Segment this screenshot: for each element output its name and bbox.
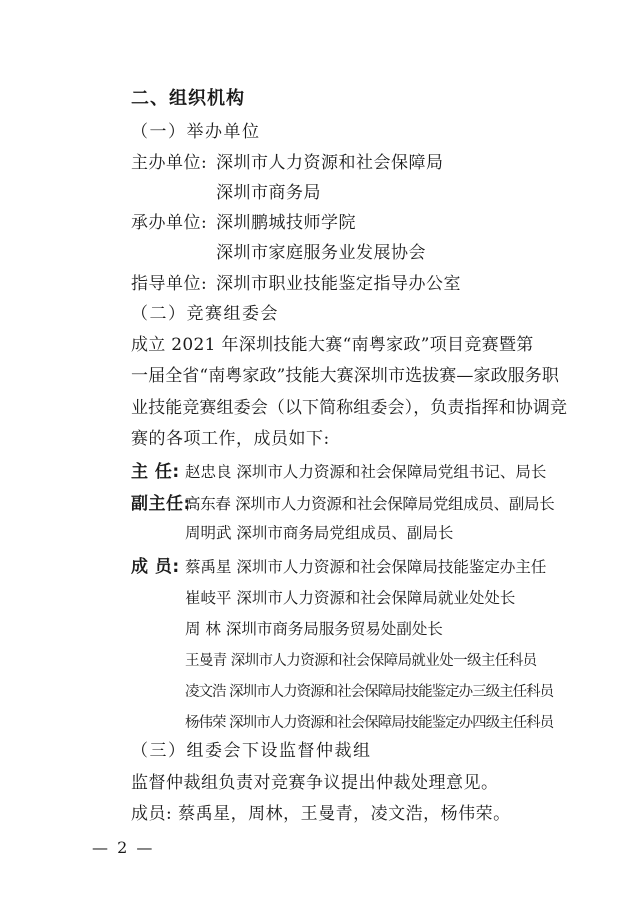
director-label: 主 任: <box>131 462 180 482</box>
guide-unit-1: 深圳市职业技能鉴定指导办公室 <box>216 274 461 294</box>
committee-paragraph-line-4: 赛的各项工作，成员如下: <box>131 429 330 449</box>
deputy-entry-2: 周明武 深圳市商务局党组成员、副局长 <box>185 524 454 542</box>
organizer-label: 承办单位: <box>131 213 208 233</box>
deputy-entry-1: 高东春 深圳市人力资源和社会保障局党组成员、副局长 <box>185 495 555 513</box>
subsection-title-committee: （二）竞赛组委会 <box>131 304 279 324</box>
committee-paragraph-line-2: 一届全省“南粤家政”技能大赛深圳市选拔赛—家政服务职 <box>131 366 559 386</box>
members-label: 成 员: <box>131 557 180 577</box>
host-unit-2: 深圳市商务局 <box>216 183 321 203</box>
member-entry-6: 杨伟荣 深圳市人力资源和社会保障局技能鉴定办四级主任科员 <box>185 715 554 731</box>
member-entry-5: 凌文浩 深圳市人力资源和社会保障局技能鉴定办三级主任科员 <box>185 684 554 700</box>
committee-paragraph-line-1: 成立 2021 年深圳技能大赛“南粤家政”项目竞赛暨第 <box>131 335 534 355</box>
page-number: — 2 — <box>92 838 155 857</box>
arbitration-line-2: 成员: 蔡禹星，周林，王曼青，凌文浩，杨伟荣。 <box>131 804 511 824</box>
organizer-unit-1: 深圳鹏城技师学院 <box>216 213 356 233</box>
subsection-title-organizers: （一）举办单位 <box>131 122 261 142</box>
deputy-label: 副主任: <box>131 494 191 514</box>
member-entry-4: 王曼青 深圳市人力资源和社会保障局就业处一级主任科员 <box>185 653 537 669</box>
member-entry-3: 周 林 深圳市商务局服务贸易处副处长 <box>185 620 443 638</box>
section-title: 二、组织机构 <box>131 88 245 109</box>
arbitration-line-1: 监督仲裁组负责对竞赛争议提出仲裁处理意见。 <box>131 773 499 793</box>
member-entry-1: 蔡禹星 深圳市人力资源和社会保障局技能鉴定办主任 <box>185 558 547 576</box>
director-entry: 赵忠良 深圳市人力资源和社会保障局党组书记、局长 <box>185 463 547 481</box>
guide-label: 指导单位: <box>131 274 208 294</box>
member-entry-2: 崔岐平 深圳市人力资源和社会保障局就业处处长 <box>185 589 516 607</box>
host-unit-1: 深圳市人力资源和社会保障局 <box>216 153 444 173</box>
organizer-unit-2: 深圳市家庭服务业发展协会 <box>216 243 426 263</box>
committee-paragraph-line-3: 业技能竞赛组委会（以下简称组委会），负责指挥和协调竞 <box>131 398 568 418</box>
host-label: 主办单位: <box>131 153 208 173</box>
subsection-title-arbitration: （三）组委会下设监督仲裁组 <box>131 741 372 761</box>
